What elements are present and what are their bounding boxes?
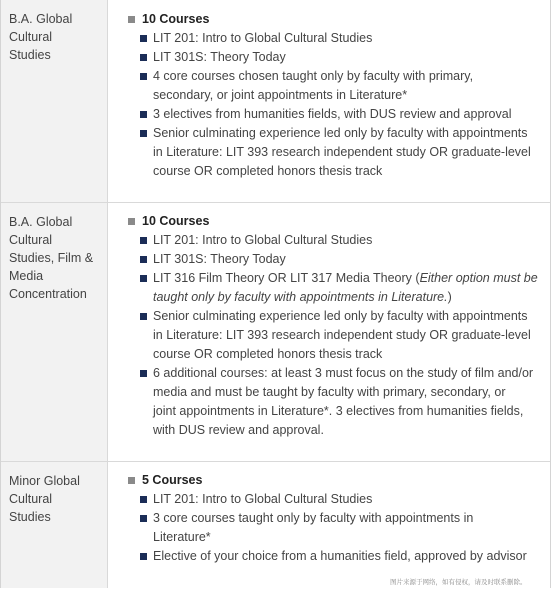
navy-square-bullet-icon [140,130,147,137]
list-item: LIT 301S: Theory Today [140,250,540,269]
table-row-minor-global-cultural-studies [1,462,550,588]
navy-square-bullet-icon [140,496,147,503]
requirements-cell [108,203,550,461]
image-source-note: 图片来源于网络，如有侵权，请及时联系删除。 [390,578,527,586]
navy-square-bullet-icon [140,237,147,244]
navy-square-bullet-icon [140,54,147,61]
list-item: LIT 201: Intro to Global Cultural Studies [140,29,540,48]
course-count-text: 10 Courses [142,214,210,228]
navy-square-bullet-icon [140,370,147,377]
row-label-cell [1,203,108,461]
list-item: Senior culminating experience led only by faculty with appointments in Literature: LIT 393 research independent study OR graduate-level course OR completed honors thesis track [140,307,540,364]
navy-square-bullet-icon [140,35,147,42]
course-count-text: 5 Courses [142,473,203,487]
list-item: 3 core courses taught only by faculty with appointments in Literature* [140,509,540,547]
list-item: Elective of your choice from a humanities field, approved by advisor [140,547,540,566]
requirements-cell [108,462,550,588]
table-row-ba-global-cultural-studies [1,0,550,203]
navy-square-bullet-icon [140,256,147,263]
requirement-list [140,490,540,566]
program-name: Minor Global Cultural Studies [9,474,80,524]
requirements-cell [108,0,550,202]
row-label-cell [1,462,108,588]
table-row-ba-film-media-concentration [1,203,550,462]
course-count-text: 10 Courses [142,12,210,26]
list-item: LIT 316 Film Theory OR LIT 317 Media Theory (Either option must be taught only by faculty with appointments in Literature.) [140,269,540,307]
row-label-cell [1,0,108,202]
list-item: LIT 201: Intro to Global Cultural Studies [140,231,540,250]
navy-square-bullet-icon [140,275,147,282]
program-name: B.A. Global Cultural Studies, Film & Media Concentration [9,215,94,301]
list-item: Senior culminating experience led only by faculty with appointments in Literature: LIT 393 research independent study OR graduate-level course OR completed honors thesis track [140,124,540,181]
list-item: LIT 301S: Theory Today [140,48,540,67]
navy-square-bullet-icon [140,553,147,560]
list-item: 4 core courses chosen taught only by faculty with primary, secondary, or joint appointments in Literature* [140,67,540,105]
list-item: 6 additional courses: at least 3 must focus on the study of film and/or media and must be taught by faculty with primary, secondary, or joint appointments in Literature*. 3 electives from humanities fields, with DUS review and approval. [140,364,540,440]
navy-square-bullet-icon [140,313,147,320]
course-count-heading [128,212,209,231]
navy-square-bullet-icon [140,73,147,80]
gray-square-bullet-icon [128,16,135,23]
navy-square-bullet-icon [140,515,147,522]
course-count-heading [128,471,202,490]
list-item: 3 electives from humanities fields, with DUS review and approval [140,105,540,124]
program-name: B.A. Global Cultural Studies [9,12,73,62]
navy-square-bullet-icon [140,111,147,118]
gray-square-bullet-icon [128,477,135,484]
list-item: LIT 201: Intro to Global Cultural Studies [140,490,540,509]
requirement-list [140,29,540,181]
gray-square-bullet-icon [128,218,135,225]
course-count-heading [128,10,209,29]
requirement-list [140,231,540,440]
